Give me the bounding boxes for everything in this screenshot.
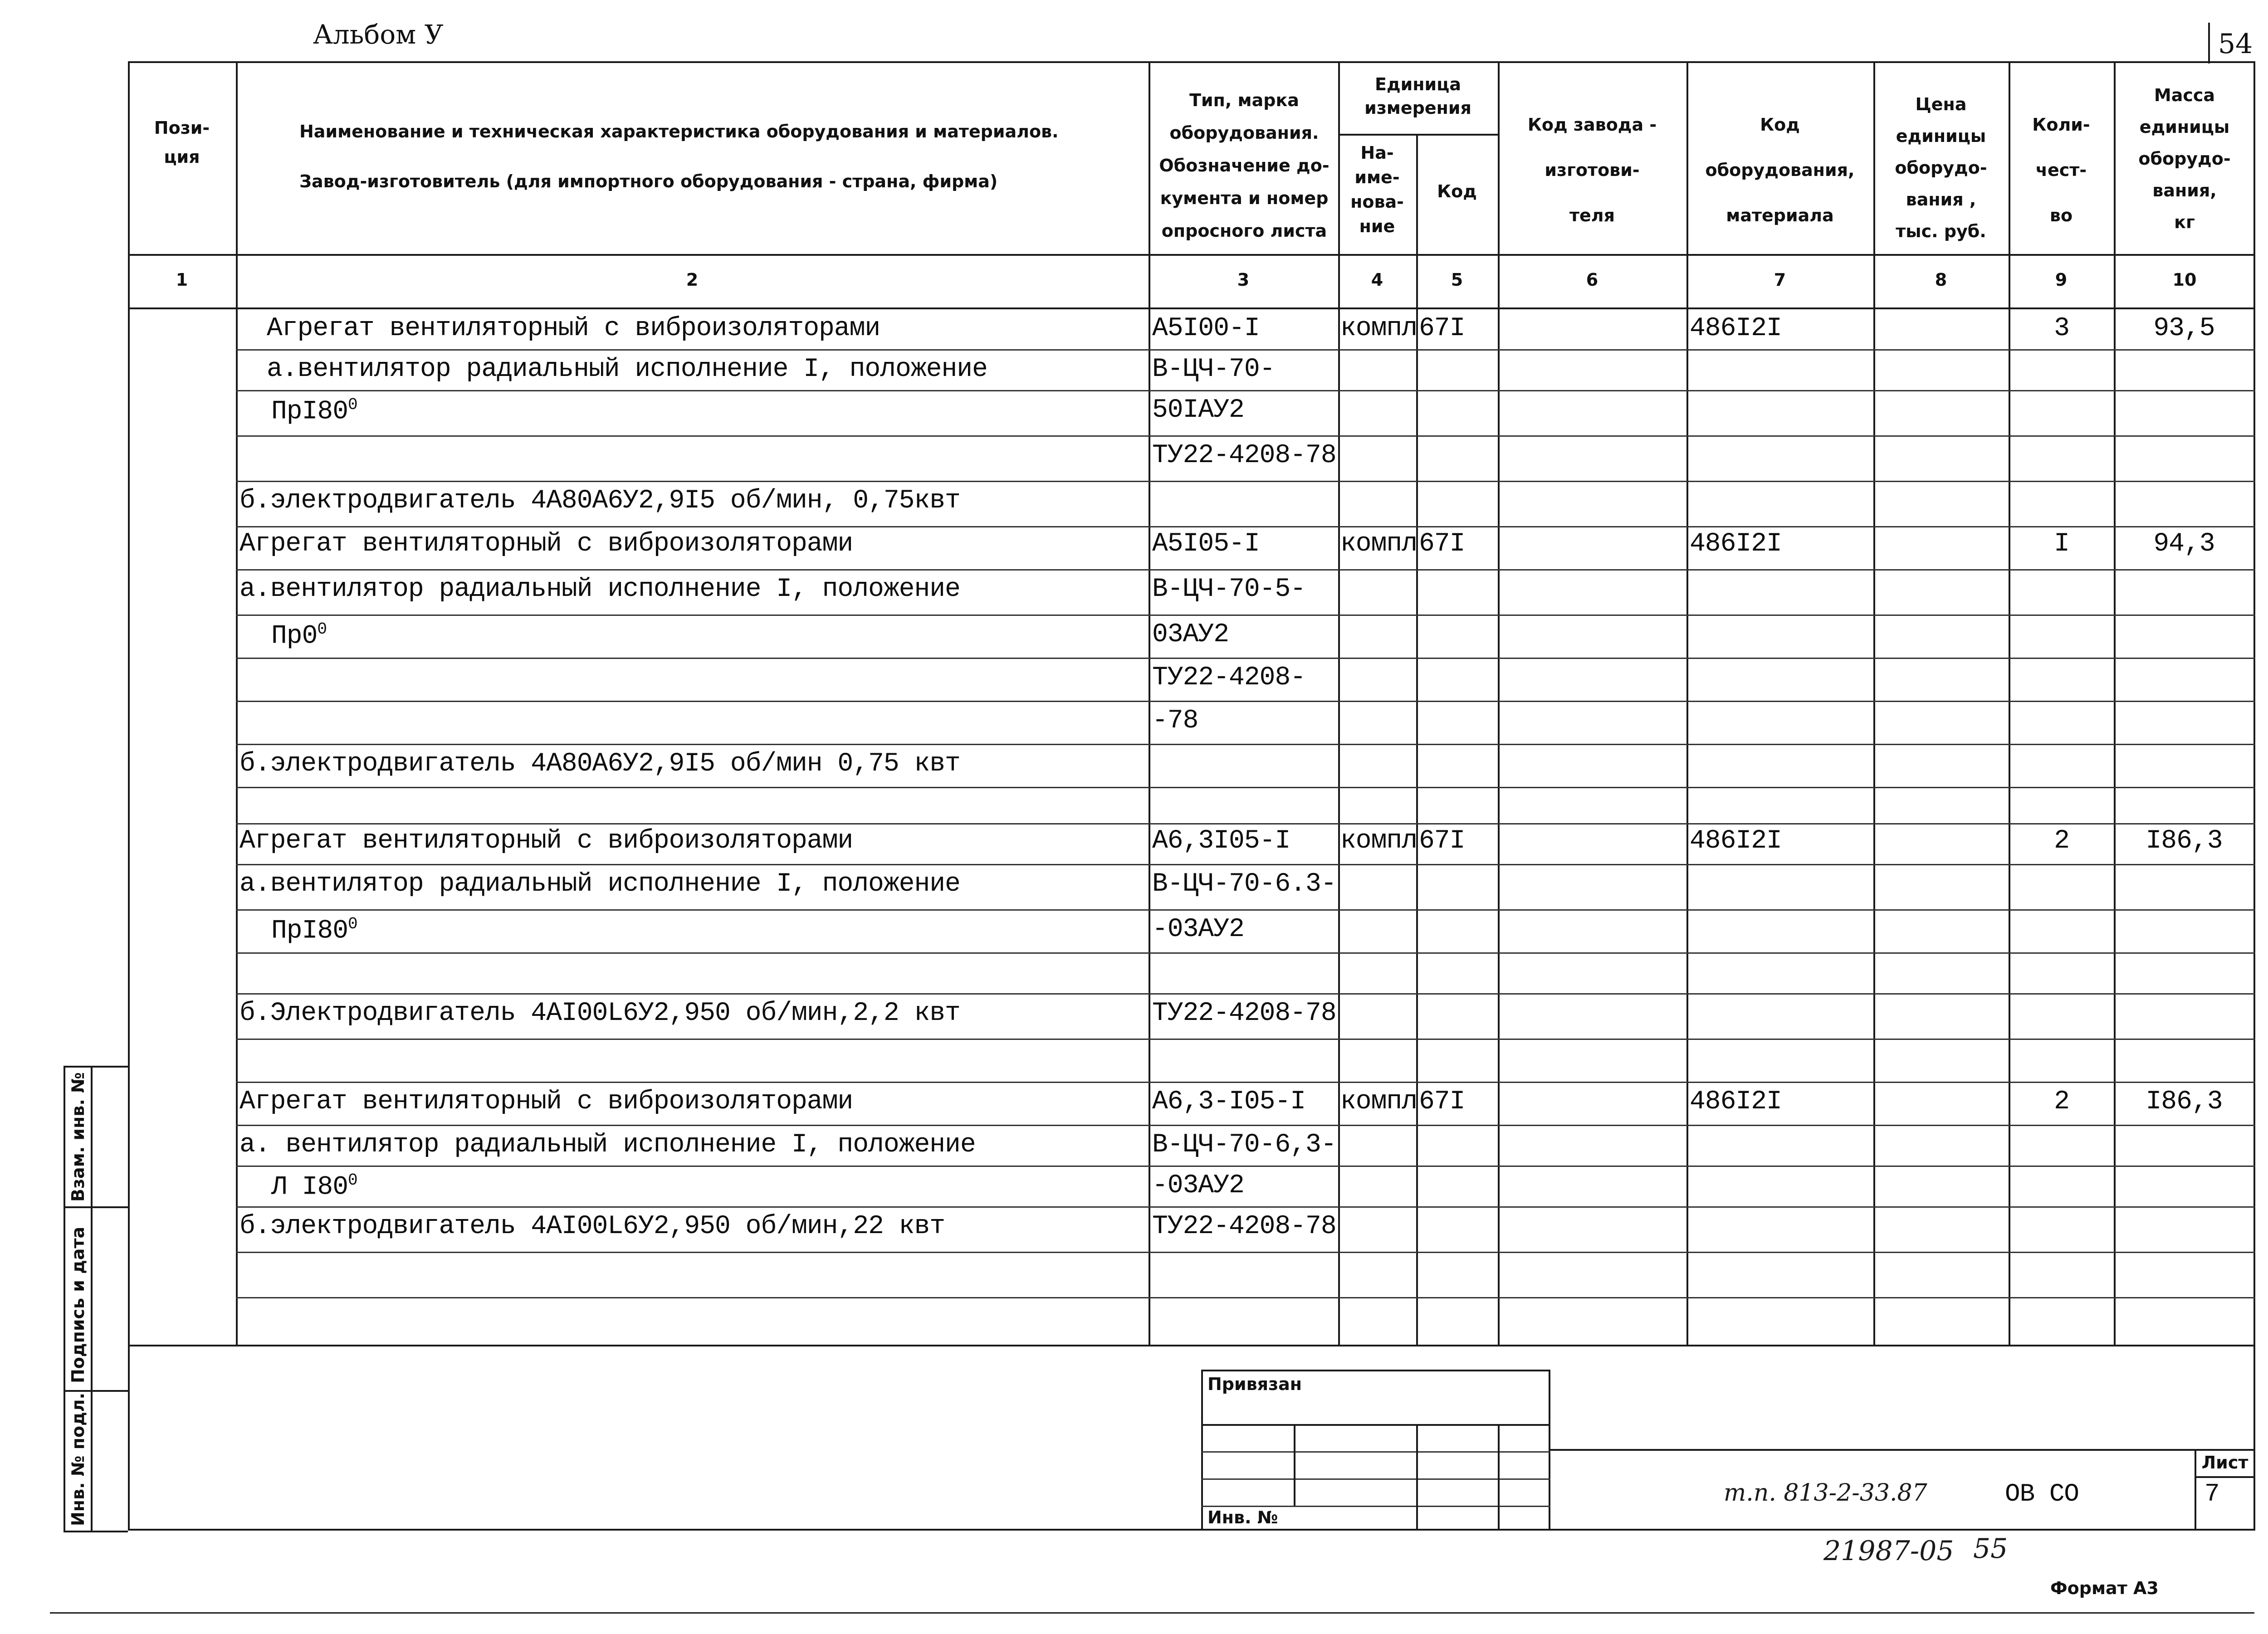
inv-no-label: Инв. № <box>1207 1507 1278 1527</box>
stamp-div-2 <box>64 1390 128 1392</box>
colnum-10: 10 <box>2172 270 2197 290</box>
item-name: Агрегат вентиляторный с виброизоляторами <box>240 529 853 559</box>
item-unit: компл <box>1340 1087 1418 1117</box>
colnum-9: 9 <box>2055 270 2068 290</box>
sheet-label: Лист <box>2201 1453 2248 1473</box>
colnum-4: 4 <box>1371 270 1383 290</box>
item-unit: компл <box>1340 529 1418 559</box>
item-name: Агрегат вентиляторный с виброизоляторами <box>267 314 880 343</box>
colnum-8: 8 <box>1935 270 1947 290</box>
item-name: $ПрI80^0$ <box>271 395 357 427</box>
item-name: б.электродвигатель 4А80А6У2,9I5 об/мин 0,75 квт <box>240 749 960 779</box>
item-name: б.электродвигатель 4АI00L6У2,950 об/мин,22 квт <box>240 1212 945 1241</box>
item-unit-code: 67I <box>1419 1087 1465 1117</box>
item-type: ТУ22-4208-78 <box>1152 999 1336 1028</box>
section-code: ОВ СО <box>2005 1479 2079 1508</box>
item-mass: I86,3 <box>2146 826 2223 856</box>
stamp-podpis-label: Подпись и дата <box>68 1226 88 1383</box>
item-mass: 93,5 <box>2153 314 2215 343</box>
row-separator <box>236 701 2255 702</box>
item-qty: I <box>2054 529 2069 559</box>
item-equip-code: 486I2I <box>1690 529 1782 559</box>
item-name: $Пр0^0$ <box>271 620 327 651</box>
row-separator <box>236 349 2255 351</box>
item-type: А5I05-I <box>1152 529 1260 559</box>
item-mass: I86,3 <box>2146 1087 2223 1117</box>
item-name: а.вентилятор радиальный исполнение I, положение <box>240 869 960 899</box>
row-separator <box>236 1166 2255 1167</box>
stamp-div-1 <box>64 1206 128 1208</box>
stamp-mid-border <box>91 1066 93 1531</box>
row-separator <box>236 658 2255 659</box>
item-name: Агрегат вентиляторный с виброизоляторами <box>240 826 853 856</box>
header-equip-code: Код оборудования, материала <box>1705 115 1855 225</box>
item-name: а.вентилятор радиальный исполнение I, положение <box>267 355 987 384</box>
colnum-3: 3 <box>1237 270 1250 290</box>
page-number: 54 <box>2218 28 2253 60</box>
header-name: Наименование и техническая характеристика оборудования и материалов. Завод-изготовитель (для импортного оборудования - страна, фирма) <box>299 122 1059 191</box>
item-type: 50IАУ2 <box>1152 395 1244 425</box>
item-type: В-ЦЧ-70-6.3- <box>1152 869 1336 899</box>
row-separator <box>236 1125 2255 1126</box>
row-separator <box>236 615 2255 616</box>
item-type: -03АУ2 <box>1152 915 1244 944</box>
item-equip-code: 486I2I <box>1690 1087 1782 1117</box>
item-unit: компл <box>1340 314 1418 343</box>
bottom-rule <box>50 1612 2254 1614</box>
sheet-row-line <box>2195 1476 2255 1478</box>
item-type: В-ЦЧ-70-6,3- <box>1152 1130 1336 1160</box>
item-type: ТУ22-4208-78 <box>1152 441 1336 470</box>
colnum-bottom <box>128 307 2255 309</box>
item-type: В-ЦЧ-70- <box>1152 355 1275 384</box>
row-separator <box>236 1039 2255 1040</box>
row-separator <box>236 481 2255 482</box>
item-name: Агрегат вентиляторный с виброизоляторами <box>240 1087 853 1117</box>
item-name: $ПрI80^0$ <box>271 915 357 946</box>
item-type: А6,3I05-I <box>1152 826 1290 856</box>
privyazan-col <box>1416 1424 1418 1531</box>
item-qty: 3 <box>2054 314 2069 343</box>
item-unit-code: 67I <box>1419 529 1465 559</box>
row-separator <box>236 435 2255 437</box>
item-name: а. вентилятор радиальный исполнение I, положение <box>240 1130 976 1160</box>
privyazan-col <box>1498 1424 1500 1531</box>
privyazan-label: Привязан <box>1207 1374 1302 1394</box>
sheet-number: 7 <box>2204 1479 2220 1508</box>
item-unit: компл <box>1340 826 1418 856</box>
item-name: а.вентилятор радиальный исполнение I, положение <box>240 575 960 604</box>
item-equip-code: 486I2I <box>1690 314 1782 343</box>
row-separator <box>236 1206 2255 1208</box>
header-unit-group: Единица измерения <box>1364 74 1471 118</box>
header-subdivider <box>1338 134 1498 136</box>
item-type: А5I00-I <box>1152 314 1260 343</box>
header-plant-code: Код завода - изготови- теля <box>1527 115 1657 225</box>
header-type: Тип, марка оборудования. Обозначение до- кумента и номер опросного листа <box>1159 90 1330 241</box>
header-unit-name: На- име- нова- ние <box>1350 143 1404 236</box>
row-separator <box>236 1082 2255 1083</box>
header-mass: Масса единицы оборудо- вания, кг <box>2138 85 2231 232</box>
row-separator <box>236 823 2255 824</box>
colnum-2: 2 <box>686 270 699 290</box>
item-type: -03АУ2 <box>1152 1171 1244 1200</box>
row-separator <box>236 864 2255 865</box>
row-separator <box>236 952 2255 954</box>
title-row-line <box>1550 1449 2255 1451</box>
archive-number: 21987-05 <box>1823 1535 1954 1567</box>
privyazan-col <box>1294 1424 1295 1506</box>
row-separator <box>236 909 2255 911</box>
item-type: ТУ22-4208- <box>1152 663 1306 693</box>
item-type: ТУ22-4208-78 <box>1152 1212 1336 1241</box>
stamp-left-border <box>64 1066 65 1531</box>
colnum-6: 6 <box>1586 270 1598 290</box>
header-bottom <box>128 254 2255 256</box>
item-type: 03АУ2 <box>1152 620 1229 649</box>
item-type: -78 <box>1152 706 1198 736</box>
format-label: Формат А3 <box>2050 1578 2159 1598</box>
item-unit-code: 67I <box>1419 826 1465 856</box>
page-number-divider <box>2208 23 2210 63</box>
doc-code: т.п. 813-2-33.87 <box>1724 1479 1927 1507</box>
table-bottom <box>128 1345 2255 1346</box>
album-label: Альбом У <box>313 19 444 50</box>
row-separator <box>236 744 2255 745</box>
row-separator <box>236 1297 2255 1298</box>
item-name: Л $I80^0$ <box>271 1171 357 1202</box>
row-separator <box>236 787 2255 788</box>
row-separator <box>236 1252 2255 1253</box>
item-name: б.Электродвигатель 4АI00L6У2,950 об/мин,2,2 квт <box>240 999 960 1028</box>
item-type: А6,3-I05-I <box>1152 1087 1306 1117</box>
row-separator <box>236 569 2255 571</box>
item-type: В-ЦЧ-70-5- <box>1152 575 1306 604</box>
header-price: Цена единицы оборудо- вания , тыс. руб. <box>1895 94 1987 241</box>
item-mass: 94,3 <box>2153 529 2215 559</box>
header-pos: Пози- ция <box>154 118 210 167</box>
colnum-7: 7 <box>1774 270 1786 290</box>
row-separator <box>236 993 2255 995</box>
item-qty: 2 <box>2054 1087 2069 1117</box>
item-equip-code: 486I2I <box>1690 826 1782 856</box>
colnum-5: 5 <box>1451 270 1463 290</box>
item-qty: 2 <box>2054 826 2069 856</box>
colnum-1: 1 <box>176 270 188 290</box>
item-name: б.электродвигатель 4А80А6У2,9I5 об/мин, 0,75квт <box>240 486 960 516</box>
row-separator <box>236 390 2255 391</box>
stamp-top <box>64 1066 128 1068</box>
archive-page: 55 <box>1973 1533 2008 1565</box>
row-separator <box>236 526 2255 527</box>
stamp-bottom <box>64 1531 128 1532</box>
header-unit-code: Код <box>1437 181 1477 201</box>
header-qty: Коли- чест- во <box>2032 115 2090 225</box>
stamp-vzam-label: Взам. инв. № <box>68 1072 88 1202</box>
item-unit-code: 67I <box>1419 314 1465 343</box>
stamp-invpodl-label: Инв. № подл. <box>68 1392 88 1526</box>
